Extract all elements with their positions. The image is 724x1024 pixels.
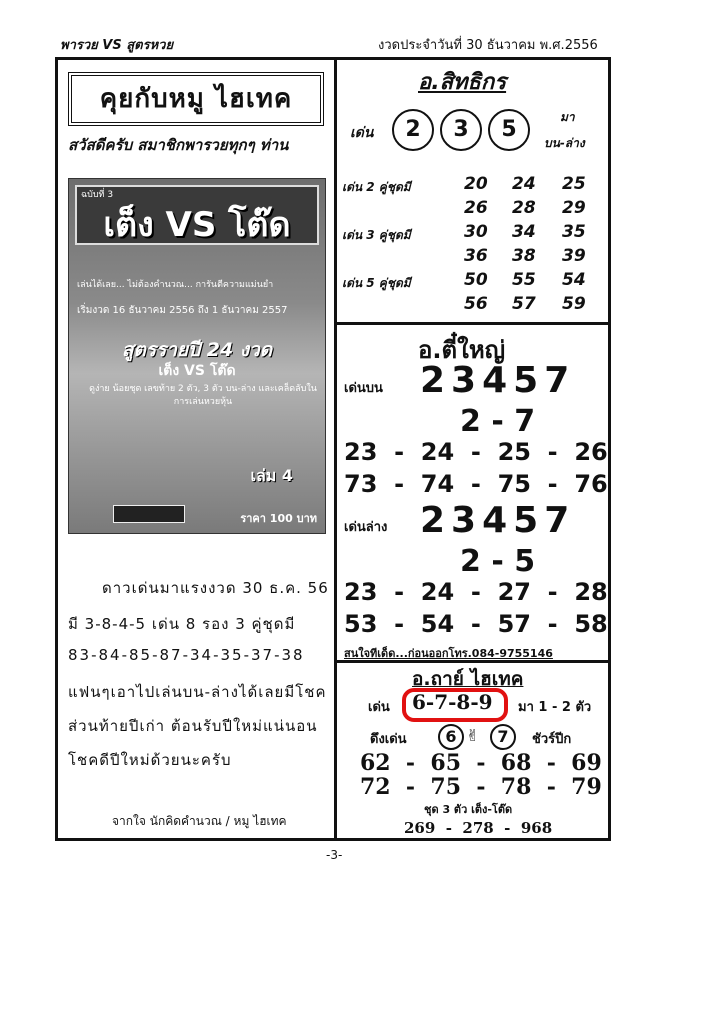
group-label: เด่น 3 คู่ชุดมี xyxy=(342,228,411,242)
cover-description: ดูง่าย น้อยชุด เลขท้าย 2 ตัว, 3 ตัว บน-ล่าง และเคล็ดลับในการเล่นหวยหุ้น xyxy=(89,384,317,407)
section3-main: 6-7-8-9 xyxy=(412,690,493,714)
pair-number: 25 xyxy=(562,174,586,194)
column-title: คุยกับหมู ไฮเทค xyxy=(68,72,324,126)
cover-title: เต็ง VS โต๊ด xyxy=(103,205,291,245)
lower-digits: 23457 xyxy=(420,500,576,541)
section2-name: อ.ตี๋ใหญ่ xyxy=(418,336,506,364)
column-divider xyxy=(334,57,337,841)
upper-label: เด่นบน xyxy=(344,381,383,396)
victory-hand-icon: ✌ xyxy=(466,726,480,745)
pair-number: 54 xyxy=(562,270,586,290)
issue-date: งวดประจำวันที่ 30 ธันวาคม พ.ศ.2556 xyxy=(378,38,598,53)
upper-row: 73 - 74 - 75 - 76 xyxy=(344,470,608,498)
section3-name: อ.ถาย์ ไฮเทค xyxy=(412,668,524,690)
pair-number: 38 xyxy=(512,246,536,266)
section3-row: 72 - 75 - 78 - 79 xyxy=(360,774,602,800)
upper-row: 23 - 24 - 25 - 26 xyxy=(344,438,608,466)
section1-suffix: บน-ล่าง xyxy=(544,136,585,150)
pair-number: 39 xyxy=(562,246,586,266)
section3-tail: มา 1 - 2 ตัว xyxy=(518,700,592,715)
section1-suffix: มา xyxy=(560,110,575,124)
message-line: ส่วนท้ายปีเก่า ต้อนรับปีใหม่แน่นอน xyxy=(68,717,318,735)
pull-label: ดึงเด่น xyxy=(370,732,407,747)
lower-row: 53 - 54 - 57 - 58 xyxy=(344,610,608,638)
cover-publisher-box xyxy=(113,505,185,523)
message-line: มี 3-8-4-5 เด่น 8 รอง 3 คู่ชุดมี xyxy=(68,615,296,633)
cover-dates: เริ่มงวด 16 ธันวาคม 2556 ถึง 1 ธันวาคม 2557 xyxy=(77,305,288,316)
section3-lead: เด่น xyxy=(368,700,390,715)
section1-name: อ.สิทธิกร xyxy=(418,70,507,95)
message-line: แฟนๆเอาไปเล่นบน-ล่างได้เลยมีโชค xyxy=(68,683,327,701)
message-line: โชคดีปีใหม่ด้วยนะครับ xyxy=(68,751,232,769)
cover-yearly: สูตรรายปี 24 งวด xyxy=(121,339,273,361)
page-number: -3- xyxy=(326,848,343,862)
pull-circle: 7 xyxy=(490,724,516,750)
greeting: สวัสดีครับ สมาชิกพารวยทุกๆ ท่าน xyxy=(68,136,289,154)
contact-line: สนใจทีเด็ด...ก่อนออกโทร.084-9755146 xyxy=(344,647,553,660)
section-divider-1 xyxy=(334,322,611,325)
pair-number: 28 xyxy=(512,198,536,218)
lower-label: เด่นล่าง xyxy=(344,520,388,535)
pair-number: 26 xyxy=(464,198,488,218)
upper-digits: 23457 xyxy=(420,360,576,401)
pair-number: 30 xyxy=(464,222,488,242)
group-label: เด่น 2 คู่ชุดมี xyxy=(342,180,411,194)
message-line: ดาวเด่นมาแรงงวด 30 ธ.ค. 56 xyxy=(102,579,329,597)
cover-tagline: เล่นได้เลย... ไม่ต้องคำนวณ... การันตีความแม่นยำ xyxy=(77,280,274,290)
pull-tail: ชัวร์ปีก xyxy=(532,732,572,747)
message-line: 83-84-85-87-34-35-37-38 xyxy=(68,646,305,664)
cover-vs: เต็ง VS โต๊ด xyxy=(158,363,236,379)
digit-circle: 5 xyxy=(488,109,530,151)
pair-number: 59 xyxy=(562,294,586,314)
cover-price: ราคา 100 บาท xyxy=(240,512,317,525)
cover-volume: เล่ม 4 xyxy=(250,466,293,485)
pair-number: 34 xyxy=(512,222,536,242)
digit-circle: 2 xyxy=(392,109,434,151)
pull-circle: 6 xyxy=(438,724,464,750)
section1-lead: เด่น xyxy=(350,125,374,141)
pair-number: 20 xyxy=(464,174,488,194)
upper-pair: 2 - 7 xyxy=(460,404,536,439)
cover-issue: ฉบับที่ 3 xyxy=(81,190,114,200)
pair-number: 55 xyxy=(512,270,536,290)
pair-number: 56 xyxy=(464,294,488,314)
set-label: ชุด 3 ตัว เต็ง-โต๊ด xyxy=(424,803,513,816)
lower-row: 23 - 24 - 27 - 28 xyxy=(344,578,608,606)
pair-number: 57 xyxy=(512,294,536,314)
digit-circle: 3 xyxy=(440,109,482,151)
pair-number: 35 xyxy=(562,222,586,242)
lower-pair: 2 - 5 xyxy=(460,544,536,579)
pair-number: 36 xyxy=(464,246,488,266)
publication-title: พารวย VS สูตรหวย xyxy=(60,38,174,53)
pair-number: 24 xyxy=(512,174,536,194)
section3-row: 62 - 65 - 68 - 69 xyxy=(360,750,602,776)
book-cover-image xyxy=(68,178,326,534)
group-label: เด่น 5 คู่ชุดมี xyxy=(342,276,411,290)
signature: จากใจ นักคิดคำนวณ / หมู ไฮเทค xyxy=(112,814,287,828)
pair-number: 29 xyxy=(562,198,586,218)
set-numbers: 269 - 278 - 968 xyxy=(404,819,553,837)
pair-number: 50 xyxy=(464,270,488,290)
